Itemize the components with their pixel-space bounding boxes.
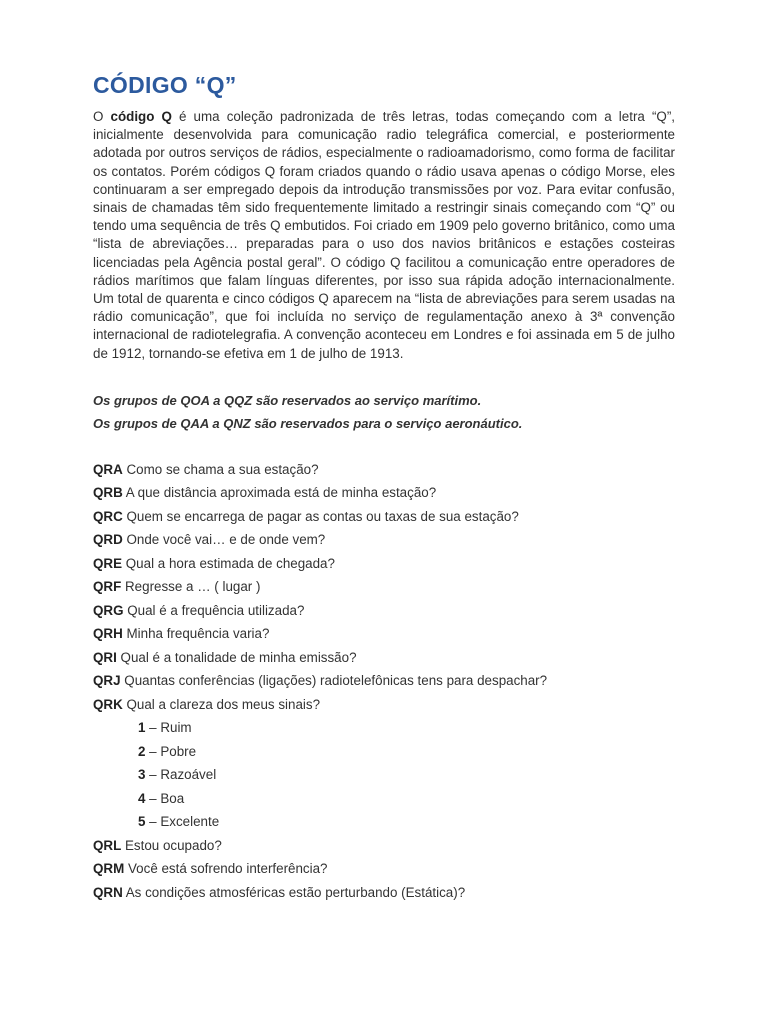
clarity-label: – Pobre: [145, 743, 197, 759]
clarity-label: – Excelente: [145, 814, 220, 830]
code-item: [93, 622, 675, 646]
clarity-label: – Boa: [145, 790, 185, 806]
clarity-scale-item: [93, 716, 675, 740]
note-aeronautical: Os grupos de QAA a QNZ são reservados para o serviço aeronáutico.: [93, 416, 523, 432]
clarity-number: 5: [138, 814, 146, 830]
intro-prefix: O: [93, 109, 111, 124]
code-item: [93, 669, 675, 693]
clarity-number: 2: [138, 743, 146, 759]
code-label: QRL: [93, 837, 122, 853]
code-meaning: Regresse a … ( lugar ): [125, 579, 261, 595]
code-label: QRN: [93, 884, 123, 900]
note-maritime: Os grupos de QOA a QQZ são reservados ao serviço marítimo.: [93, 392, 482, 408]
code-label: QRD: [93, 532, 123, 548]
intro-paragraph: [93, 108, 675, 363]
code-item: [93, 458, 675, 482]
code-item: [93, 481, 675, 505]
code-item: [93, 599, 675, 623]
code-meaning: Qual é a frequência utilizada?: [127, 602, 305, 618]
clarity-number: 4: [138, 790, 146, 806]
code-label: QRE: [93, 555, 123, 571]
code-item: [93, 646, 675, 670]
code-list: [93, 458, 675, 905]
code-label: QRG: [93, 602, 124, 618]
clarity-scale-item: [93, 740, 675, 764]
code-meaning: As condições atmosféricas estão perturbando (Estática)?: [125, 884, 466, 900]
code-label: QRC: [93, 508, 123, 524]
code-item: [93, 834, 675, 858]
code-label: QRK: [93, 696, 123, 712]
code-item: [93, 552, 675, 576]
code-label: QRI: [93, 649, 117, 665]
code-item: [93, 857, 675, 881]
clarity-label: – Razoável: [145, 767, 217, 783]
clarity-number: 1: [138, 720, 146, 736]
clarity-number: 3: [138, 767, 146, 783]
code-meaning: Onde você vai… e de onde vem?: [126, 532, 326, 548]
page-title: CÓDIGO “Q”: [93, 72, 237, 98]
code-meaning: Quantas conferências (ligações) radiotelefônicas tens para despachar?: [124, 673, 548, 689]
clarity-scale-item: [93, 763, 675, 787]
code-meaning: Qual é a tonalidade de minha emissão?: [120, 649, 357, 665]
code-meaning: Como se chama a sua estação?: [126, 461, 319, 477]
code-label: QRH: [93, 626, 123, 642]
code-meaning: Minha frequência varia?: [126, 626, 270, 642]
code-item: [93, 881, 675, 905]
clarity-scale-item: [93, 787, 675, 811]
code-item: [93, 505, 675, 529]
code-meaning: Qual a clareza dos meus sinais?: [126, 696, 321, 712]
clarity-label: – Ruim: [145, 720, 192, 736]
code-meaning: Estou ocupado?: [125, 837, 222, 853]
code-meaning: Qual a hora estimada de chegada?: [125, 555, 335, 571]
clarity-scale-item: [93, 810, 675, 834]
intro-text: é uma coleção padronizada de três letras, todas começando com a letra “Q”, inicialmente desenvolvida para comunicação radio telegráfica comercial, e posteriormente adotada por outros serviços de rádios, especialmente o radioamadorismo, como forma de facilitar os contatos. Porém códigos Q foram criados quando o rádio usava apenas o código Morse, eles continuaram a ser empregado depois da introdução transmissões por voz. Para evitar confusão, sinais de chamadas têm sido frequentemente limitado a restringir sinais começando com “Q” ou tendo uma sequência de três Q embutidos. Foi criado em 1909 pelo governo britânico, como uma “lista de abreviações… preparadas para o uso dos navios britânicos e estações costeiras licenciadas pela Agência postal geral”. O código Q facilitou a comunicação entre operadores de rádios marítimos que falam línguas diferentes, por isso sua rápida adoção internacionalmente. Um total de quarenta e cinco códigos Q aparecem na “lista de abreviações para serem usadas na rádio comunicação”, que foi incluída no serviço de regulamentação anexo à 3ª convenção internacional de radiotelegrafia. A convenção aconteceu em Londres e foi assinada em 5 de julho de 1912, tornando-se efetiva em 1 de julho de 1913.: [93, 109, 675, 361]
code-label: QRA: [93, 461, 123, 477]
code-label: QRJ: [93, 673, 121, 689]
code-label: QRM: [93, 861, 125, 877]
intro-bold-term: código Q: [110, 109, 172, 124]
code-meaning: Você está sofrendo interferência?: [127, 861, 328, 877]
notes-section: [93, 389, 675, 436]
code-meaning: Quem se encarrega de pagar as contas ou taxas de sua estação?: [126, 508, 519, 524]
code-item: [93, 528, 675, 552]
code-meaning: A que distância aproximada está de minha estação?: [125, 485, 437, 501]
code-item: [93, 575, 675, 599]
code-label: QRF: [93, 579, 122, 595]
code-label: QRB: [93, 485, 123, 501]
code-item: [93, 693, 675, 717]
